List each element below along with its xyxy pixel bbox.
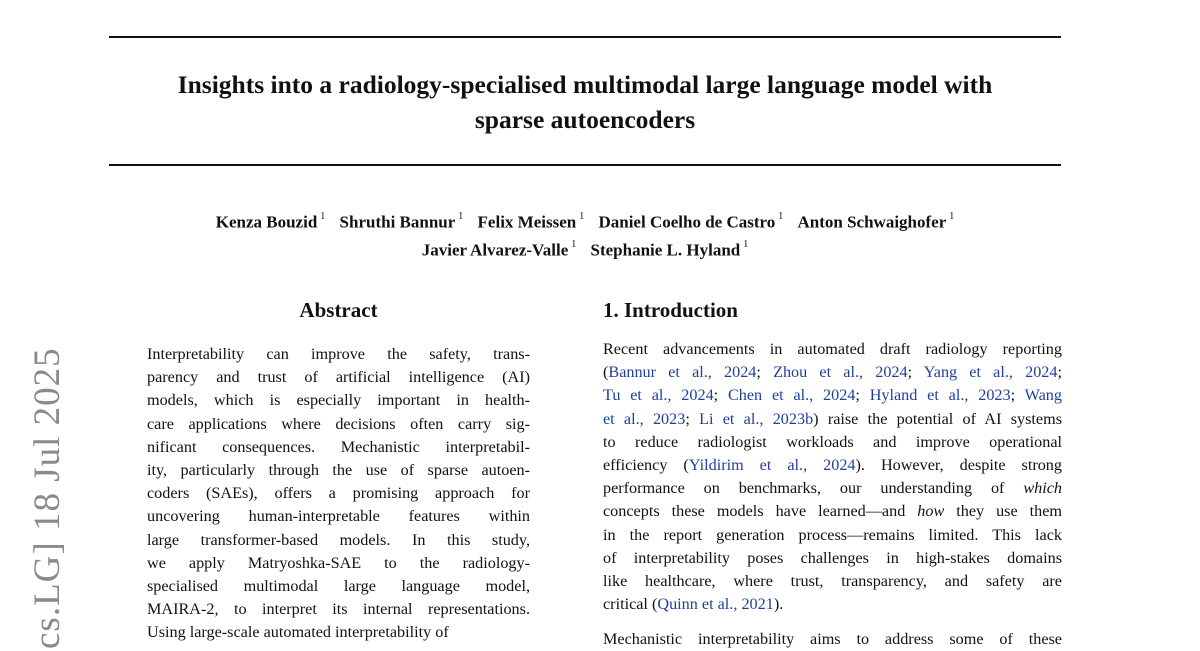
abstract-line: we apply Matryoshka-SAE to the radiology- <box>147 553 530 572</box>
paper-title <box>109 67 1061 137</box>
abstract-text <box>147 343 530 645</box>
author-list <box>109 207 1061 262</box>
paper-title-line-2: sparse autoencoders <box>474 105 696 134</box>
citation-link[interactable]: Wang <box>1024 386 1062 405</box>
title-bottom-rule <box>109 164 1061 166</box>
author: Stephanie L. Hyland $^1$ <box>590 238 749 260</box>
abstract-line: MAIRA-2, to interpret its internal representations. <box>147 600 530 619</box>
abstract-line: uncovering human-interpretable features within <box>147 507 530 526</box>
abstract-line: large transformer-based models. In this study, <box>147 530 530 549</box>
abstract-line: Using large-scale automated interpretability of <box>147 623 449 642</box>
arxiv-side-stamp: cs.LG] 18 Jul 2025 <box>27 347 68 649</box>
abstract-line: parency and trust of artificial intelligence (AI) <box>147 368 530 387</box>
intro-line: to reduce radiologist workloads and improve operational <box>603 432 1062 451</box>
abstract-line: coders (SAEs), offers a promising approach for <box>147 484 530 503</box>
citation-link[interactable]: Yildirim et al., 2024 <box>688 456 856 475</box>
citation-link[interactable]: Zhou et al., 2024 <box>773 363 908 382</box>
intro-line: Tu et al., 2024; Chen et al., 2024; Hyland et al., 2023; Wang <box>603 386 1062 405</box>
title-top-rule <box>109 36 1061 38</box>
intro-line: efficiency (Yildirim et al., 2024). However, despite strong <box>603 456 1062 475</box>
author-line-1 <box>109 207 1061 235</box>
author: Anton Schwaighofer $^1$ <box>797 211 955 232</box>
author: Kenza Bouzid $^1$ <box>215 211 326 232</box>
introduction-heading: 1. Introduction <box>603 298 738 322</box>
abstract-heading: Abstract <box>299 298 378 322</box>
abstract-line: models, which is especially important in health- <box>147 391 530 410</box>
introduction-text <box>603 338 1062 616</box>
citation-link[interactable]: Chen et al., 2024 <box>727 386 856 405</box>
citation-link[interactable]: Quinn et al., 2021 <box>657 595 774 614</box>
abstract-line: nificant consequences. Mechanistic interpretabil- <box>147 437 530 456</box>
paper-title-line-1: Insights into a radiology-specialised multimodal large language model with <box>177 70 993 99</box>
intro-line: (Bannur et al., 2024; Zhou et al., 2024; Yang et al., 2024; <box>603 363 1062 382</box>
intro-line: like healthcare, where trust, transparency, and safety are <box>603 572 1062 591</box>
citation-link[interactable]: Li et al., 2023b <box>699 409 814 428</box>
abstract-line: care applications where decisions often carry sig- <box>147 414 530 433</box>
intro-line: concepts these models have learned—and how they use them <box>603 502 1062 521</box>
citation-link[interactable]: Bannur et al., 2024 <box>608 363 757 382</box>
author: Shruthi Bannur $^1$ <box>339 211 464 232</box>
abstract-line: ity, particularly through the use of sparse autoen- <box>147 461 530 480</box>
citation-link[interactable]: Yang et al., 2024 <box>923 363 1058 382</box>
author: Daniel Coelho de Castro $^1$ <box>598 211 784 232</box>
author: Felix Meissen $^1$ <box>477 211 585 232</box>
author-line-2 <box>109 235 1061 263</box>
intro-line: Mechanistic interpretability aims to address some of these <box>603 630 1062 648</box>
abstract-line: Interpretability can improve the safety, trans- <box>147 345 530 363</box>
intro-line: in the report generation process—remains limited. This lack <box>603 525 1062 544</box>
citation-link[interactable]: Hyland et al., 2023 <box>869 386 1011 405</box>
intro-line: of interpretability poses challenges in high-stakes domains <box>603 548 1062 567</box>
author: Javier Alvarez-Valle $^1$ <box>421 238 577 260</box>
abstract-line: specialised multimodal large language model, <box>147 577 530 596</box>
citation-link[interactable]: Tu et al., 2024 <box>603 386 714 405</box>
intro-line: et al., 2023; Li et al., 2023b) raise the potential of AI systems <box>603 409 1062 428</box>
intro-line: critical (Quinn et al., 2021). <box>603 595 784 614</box>
intro-line: performance on benchmarks, our understanding of which <box>603 479 1062 498</box>
citation-link[interactable]: et al., 2023 <box>603 409 686 428</box>
intro-line: Recent advancements in automated draft radiology reporting <box>603 340 1062 358</box>
